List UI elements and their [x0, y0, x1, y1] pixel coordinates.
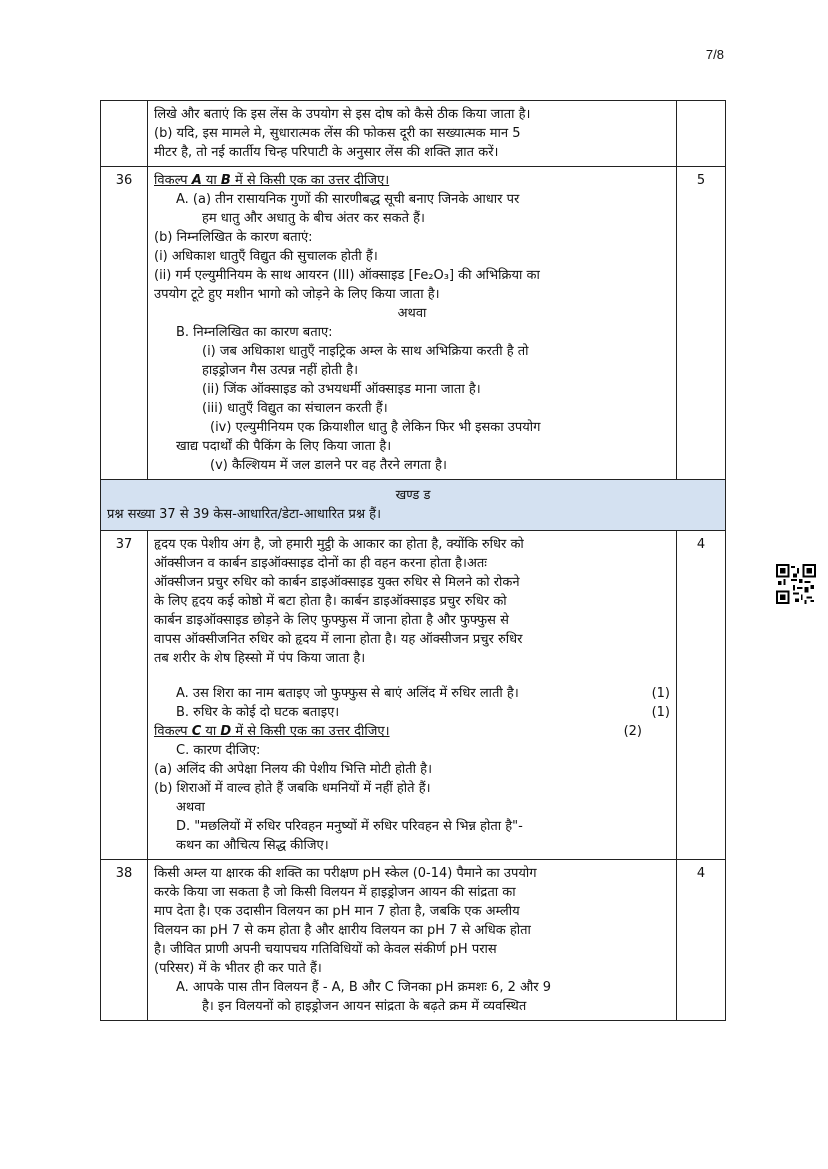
q36-option-a-letter: A [191, 173, 202, 188]
q37-instruction [154, 722, 390, 741]
q35-line-3: मीटर है, तो नई कार्तीय चिन्ह परिपाटी के अनुसार लेंस की शक्ति ज्ञात करें। [154, 145, 499, 160]
q36-option-b-letter: B [220, 173, 231, 188]
q37-part-c-a: (a) अलिंद की अपेक्षा निलय की पेशीय भित्ति मोटी होती है। [154, 762, 433, 777]
q35-line-2: (b) यदि, इस मामले मे, सुधारात्मक लेंस की फोकस दूरी का सख्यात्मक मान 5 [154, 126, 521, 141]
q38-passage-line-6: (परिसर) में के भीतर ही कर पाते हैं। [154, 961, 322, 976]
q36-number: 36 [101, 167, 148, 480]
q38-body [148, 860, 677, 1021]
q37-part-a-marks: (1) [651, 686, 670, 701]
q37-passage-line-6: वापस ऑक्सीजनित रुधिर को हृदय में लाना होता है। यह ऑक्सीजन प्रचुर रुधिर [154, 632, 523, 647]
q36-instruction [154, 171, 670, 190]
q36-b-heading: (b) निम्नलिखित के कारण बताएं: [154, 230, 313, 245]
q38-passage-line-3: माप देता है। एक उदासीन विलयन का pH मान 7 होता है, जबकि एक अम्लीय [154, 904, 520, 919]
q37-instruction-mid: या [201, 724, 221, 739]
q38-marks: 4 [677, 860, 726, 1021]
q37-part-b [154, 703, 670, 722]
q37-instruction-row [154, 722, 670, 741]
q36-row [101, 167, 726, 480]
q37-passage-line-7: तब शरीर के शेष हिस्सो में पंप किया जाता है। [154, 651, 366, 666]
q36-b-ii-line-2: उपयोग टूटे हुए मशीन भागो को जोड़ने के लिए किया जाता है। [154, 287, 440, 302]
question-table [100, 100, 726, 1021]
q37-number: 37 [101, 531, 148, 860]
q36-B-i-line-2: हाइड्रोजन गैस उत्पन्न नहीं होती है। [202, 363, 359, 378]
q37-option-d-letter: D [220, 724, 232, 739]
q35-number-cell [101, 101, 148, 167]
q37-body [148, 531, 677, 860]
q37-instruction-pre: विकल्प [154, 724, 192, 739]
section-subtitle: प्रश्न सख्या 37 से 39 केस-आधारित/डेटा-आधारित प्रश्न हैं। [107, 507, 381, 522]
q37-passage-line-5: कार्बन डाइऑक्साइड छोड़ने के लिए फुफ्फुस में जाना होता है और फुफ्फुस से [154, 613, 509, 628]
q36-B-iii: (iii) धातुएँ विद्युत का संचालन करती हैं। [202, 401, 388, 416]
q35-line-1: लिखे और बताएं कि इस लेंस के उपयोग से इस दोष को कैसे ठीक किया जाता है। [154, 107, 531, 122]
q37-option-c-letter: C [191, 724, 202, 739]
q37-part-a-text: A. उस शिरा का नाम बताइए जो फुफ्फुस से बाएं अलिंद में रुधिर लाती है। [176, 686, 519, 701]
q36-B-iv-line-2: खाद्य पदार्थों की पैकिंग के लिए किया जाता है। [176, 439, 392, 454]
q37-instruction-post: में से किसी एक का उत्तर दीजिए। [231, 724, 390, 739]
q37-part-b-marks: (1) [651, 705, 670, 720]
q36-b-ii-line-1: (ii) गर्म एल्युमीनियम के साथ आयरन (III) ऑक्साइड [Fe₂O₃] की अभिक्रिया का [154, 268, 540, 283]
q35-continuation-row [101, 101, 726, 167]
section-title: खण्ड ड [395, 488, 431, 503]
q38-number: 38 [101, 860, 148, 1021]
q37-part-b-text: B. रुधिर के कोई दो घटक बताइए। [176, 705, 340, 720]
section-e-header-row [101, 480, 726, 531]
q36-B-i-line-1: (i) जब अधिकाश धातुएँ नाइट्रिक अम्ल के साथ अभिक्रिया करती है तो [202, 344, 529, 359]
q36-B-heading: B. निम्नलिखित का कारण बताए: [176, 325, 333, 340]
q36-a-line-2: हम धातु और अधातु के बीच अंतर कर सकते हैं। [202, 211, 425, 226]
q36-instruction-mid: या [201, 173, 221, 188]
q37-marks: 4 [677, 531, 726, 860]
q37-part-d-line-2: कथन का औचित्य सिद्ध कीजिए। [176, 838, 329, 853]
q38-passage-line-1: किसी अम्ल या क्षारक की शक्ति का परीक्षण pH स्केल (0-14) पैमाने का उपयोग [154, 866, 537, 881]
q36-B-v: (v) कैल्शियम में जल डालने पर वह तैरने लगता है। [210, 458, 447, 473]
q37-passage-line-4: के लिए हृदय कई कोष्ठो में बटा होता है। कार्बन डाइऑक्साइड प्रचुर रुधिर को [154, 594, 507, 609]
q36-marks: 5 [677, 167, 726, 480]
q38-passage-line-2: करके किया जा सकता है जो किसी विलयन में हाइड्रोजन आयन की सांद्रता का [154, 885, 516, 900]
q37-part-d-line-1: D. "मछलियों में रुधिर परिवहन मनुष्यों में रुधिर परिवहन से भिन्न होता है"- [176, 819, 523, 834]
q36-instruction-pre: विकल्प [154, 173, 192, 188]
q37-instruction-marks: (2) [623, 724, 642, 739]
q36-b-i: (i) अधिकाश धातुएँ विद्युत की सुचालक होती हैं। [154, 249, 378, 264]
q37-part-c-heading: C. कारण दीजिए: [176, 743, 261, 758]
q37-passage-line-2: ऑक्सीजन व कार्बन डाइऑक्साइड दोनों का ही वहन करना होता है।अतः [154, 556, 487, 571]
q36-B-ii: (ii) जिंक ऑक्साइड को उभयधर्मी ऑक्साइड माना जाता है। [202, 382, 481, 397]
q38-passage-line-5: है। जीवित प्राणी अपनी चयापचय गतिविधियों को केवल संकीर्ण pH परास [154, 942, 497, 957]
q36-body [148, 167, 677, 480]
q37-or: अथवा [176, 800, 205, 815]
q37-part-c-b: (b) शिराओं में वाल्व होते हैं जबकि धमनियों में नहीं होते हैं। [154, 781, 431, 796]
q38-part-a-line-2: है। इन विलयनों को हाइड्रोजन आयन सांद्रता के बढ़ते क्रम में व्यवस्थित [202, 999, 527, 1014]
q36-or: अथवा [397, 306, 427, 321]
q38-passage-line-4: विलयन का pH 7 से कम होता है और क्षारीय विलयन का pH 7 से अधिक होता [154, 923, 531, 938]
q36-instruction-post: में से किसी एक का उत्तर दीजिए। [230, 173, 390, 188]
qr-code-icon [776, 564, 816, 604]
q38-row [101, 860, 726, 1021]
q37-passage-line-1: हृदय एक पेशीय अंग है, जो हमारी मुट्ठी के आकार का होता है, क्योंकि रुधिर को [154, 537, 524, 552]
q35-body [148, 101, 677, 167]
q38-part-a-line-1: A. आपके पास तीन विलयन हैं - A, B और C जिनका pH क्रमशः 6, 2 और 9 [176, 980, 552, 995]
page-number: 7/8 [705, 47, 724, 62]
q37-row [101, 531, 726, 860]
q35-marks-cell [677, 101, 726, 167]
q37-passage-line-3: ऑक्सीजन प्रचुर रुधिर को कार्बन डाइऑक्साइड युक्त रुधिर से मिलने को रोकने [154, 575, 520, 590]
q37-part-a [154, 684, 670, 703]
section-e-header [101, 480, 726, 531]
q36-B-iv-line-1: (iv) एल्युमीनियम एक क्रियाशील धातु है लेकिन फिर भी इसका उपयोग [210, 420, 541, 435]
q36-a-line-1: A. (a) तीन रासायनिक गुणों की सारणीबद्ध सूची बनाए जिनके आधार पर [176, 192, 520, 207]
